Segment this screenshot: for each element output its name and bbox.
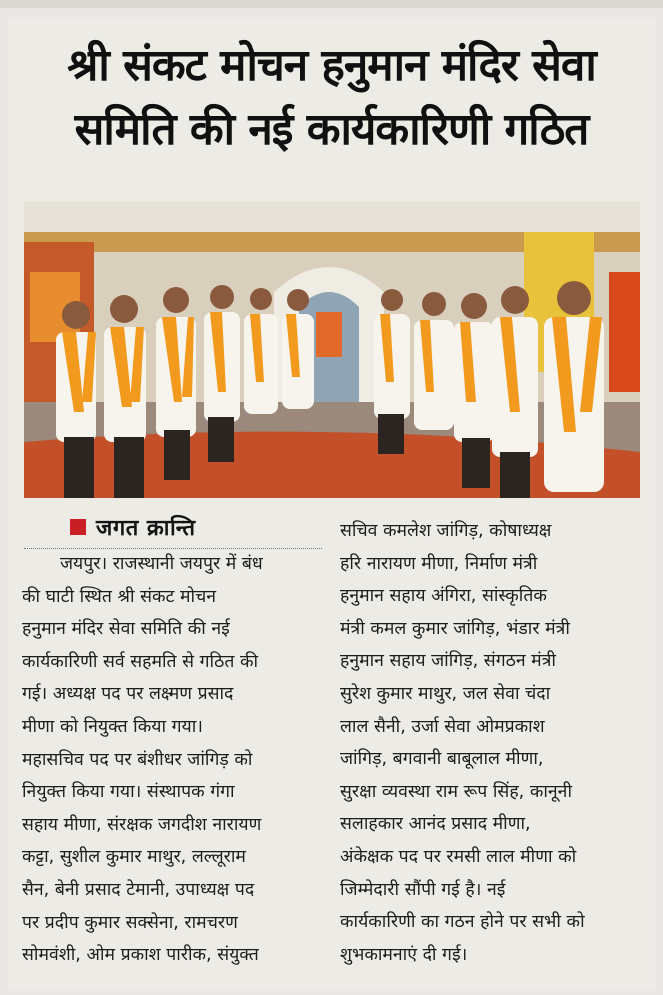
- article-line: महासचिव पद पर बंशीधर जांगिड़ को: [22, 749, 253, 770]
- article-line: मीणा को नियुक्त किया गया।: [22, 716, 203, 737]
- article-line: नियुक्त किया गया। संस्थापक गंगा: [22, 782, 235, 803]
- article-line: सुरेश कुमार माथुर, जल सेवा चंदा: [340, 683, 551, 704]
- article-line: सुरक्षा व्यवस्था राम रूप सिंह, कानूनी: [340, 781, 572, 802]
- article-line: गई। अध्यक्ष पद पर लक्ष्मण प्रसाद: [22, 684, 234, 705]
- article-line: जयपुर। राजस्थानी जयपुर में बंध: [60, 554, 263, 574]
- article-line: शुभकामनाएं दी गई।: [340, 944, 468, 965]
- group-photo-image: [24, 202, 640, 498]
- byline-marker-icon: [70, 519, 86, 535]
- headline-line-2: समिति की नई कार्यकारिणी गठित: [74, 104, 589, 155]
- article-line: हनुमान सहाय जांगिड़, संगठन मंत्री: [340, 651, 556, 672]
- article-line: कार्यकारिणी का गठन होने पर सभी को: [340, 912, 585, 933]
- article-line: लाल सैनी, उर्जा सेवा ओमप्रकाश: [340, 716, 545, 737]
- article-line: कट्टा, सुशील कुमार माथुर, लल्लूराम: [22, 847, 246, 868]
- article-line: सैन, बेनी प्रसाद टेमानी, उपाध्यक्ष पद: [22, 879, 255, 900]
- article-line: सलाहकार आनंद प्रसाद मीणा,: [340, 814, 531, 835]
- article-line: सोमवंशी, ओम प्रकाश पारीक, संयुक्त: [22, 945, 259, 966]
- article-line: हनुमान मंदिर सेवा समिति की नई: [22, 619, 230, 640]
- headline: [0, 34, 663, 162]
- group-photo: [24, 202, 640, 498]
- article-line: हरि नारायण मीणा, निर्माण मंत्री: [340, 553, 538, 574]
- article-column-left: [22, 548, 322, 972]
- byline: [70, 512, 196, 542]
- article-line: कार्यकारिणी सर्व सहमति से गठित की: [22, 651, 259, 672]
- article-line: अंकेक्षक पद पर रमसी लाल मीणा को: [340, 846, 577, 867]
- byline-label: जगत क्रान्ति: [96, 516, 196, 541]
- article-line: सहाय मीणा, संरक्षक जगदीश नारायण: [22, 814, 262, 835]
- headline-line-1: श्री संकट मोचन हनुमान मंदिर सेवा: [67, 40, 596, 91]
- article-line: मंत्री कमल कुमार जांगिड़, भंडार मंत्री: [340, 618, 570, 639]
- article-line: हनुमान सहाय अंगिरा, सांस्कृतिक: [340, 586, 547, 607]
- article-line: सचिव कमलेश जांगिड़, कोषाध्यक्ष: [340, 521, 552, 541]
- article-line: की घाटी स्थित श्री संकट मोचन: [22, 586, 217, 607]
- article-line: पर प्रदीप कुमार सक्सेना, रामचरण: [22, 912, 238, 933]
- previous-article-edge: [0, 0, 663, 8]
- article-line: जिम्मेदारी सौंपी गई है। नई: [340, 879, 506, 900]
- article-column-right: [340, 515, 642, 971]
- article-line: जांगिड़, बगवानी बाबूलाल मीणा,: [340, 749, 544, 770]
